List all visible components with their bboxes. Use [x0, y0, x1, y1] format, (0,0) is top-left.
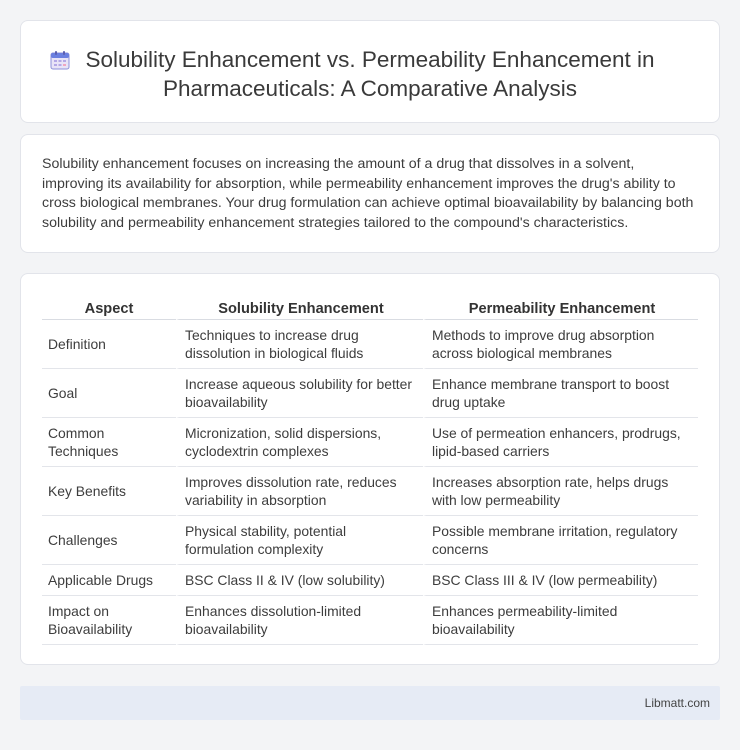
- row-solubility: BSC Class II & IV (low solubility): [176, 565, 423, 596]
- page-title: Solubility Enhancement vs. Permeability Enhancement in Pharmaceuticals: A Comparative Analysis: [85, 47, 655, 101]
- row-solubility: Enhances dissolution-limited bioavailability: [176, 596, 423, 645]
- row-permeability: Enhance membrane transport to boost drug uptake: [423, 369, 698, 418]
- row-aspect: Goal: [42, 369, 176, 418]
- comparison-table-card: [20, 273, 720, 665]
- row-aspect: Impact on Bioavailability: [42, 596, 176, 645]
- row-solubility: Techniques to increase drug dissolution in biological fluids: [176, 320, 423, 369]
- row-aspect: Definition: [42, 320, 176, 369]
- row-permeability: Use of permeation enhancers, prodrugs, lipid-based carriers: [423, 418, 698, 467]
- table-header-row: [42, 296, 698, 320]
- row-solubility: Improves dissolution rate, reduces variability in absorption: [176, 467, 423, 516]
- comparison-table: [42, 296, 698, 645]
- row-solubility: Micronization, solid dispersions, cyclodextrin complexes: [176, 418, 423, 467]
- table-row: [42, 369, 698, 418]
- title-card: [20, 20, 720, 123]
- row-solubility: Increase aqueous solubility for better bioavailability: [176, 369, 423, 418]
- table-row: [42, 565, 698, 596]
- row-solubility: Physical stability, potential formulation complexity: [176, 516, 423, 565]
- intro-paragraph: Solubility enhancement focuses on increasing the amount of a drug that dissolves in a solvent, improving its availability for absorption, while permeability enhancement improves the drug's ability to cross biological membranes. Your drug formulation can achieve optimal bioavailability by balancing both solubility and permeability enhancement strategies tailored to the compound's characteristics.: [42, 156, 694, 231]
- row-permeability: Enhances permeability-limited bioavailability: [423, 596, 698, 645]
- table-row: [42, 418, 698, 467]
- intro-card: [20, 134, 720, 253]
- row-permeability: Possible membrane irritation, regulatory concerns: [423, 516, 698, 565]
- row-aspect: Common Techniques: [42, 418, 176, 467]
- row-permeability: Methods to improve drug absorption across biological membranes: [423, 320, 698, 369]
- column-header-aspect: Aspect: [42, 296, 176, 320]
- row-aspect: Applicable Drugs: [42, 565, 176, 596]
- table-row: [42, 467, 698, 516]
- column-header-solubility: Solubility Enhancement: [176, 296, 423, 320]
- footer-bar: [20, 686, 720, 720]
- row-permeability: BSC Class III & IV (low permeability): [423, 565, 698, 596]
- row-aspect: Challenges: [42, 516, 176, 565]
- table-row: [42, 596, 698, 645]
- table-row: [42, 516, 698, 565]
- table-row: [42, 320, 698, 369]
- row-aspect: Key Benefits: [42, 467, 176, 516]
- footer-site-link[interactable]: Libmatt.com: [644, 696, 710, 710]
- column-header-permeability: Permeability Enhancement: [423, 296, 698, 320]
- row-permeability: Increases absorption rate, helps drugs with low permeability: [423, 467, 698, 516]
